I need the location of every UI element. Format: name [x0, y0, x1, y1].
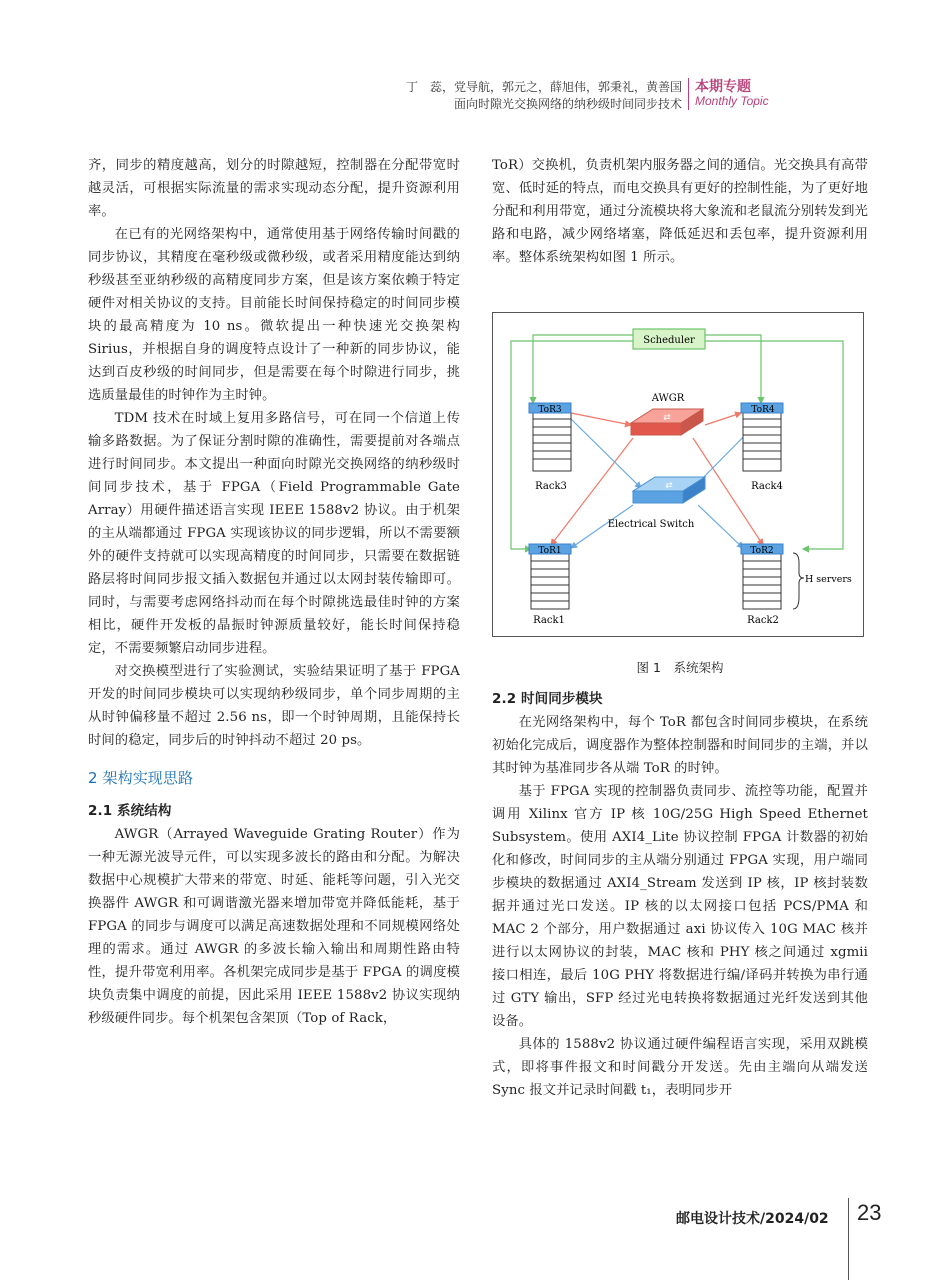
header-column-en: Monthly Topic — [695, 94, 769, 108]
paragraph: 齐，同步的精度越高，划分的时隙越短，控制器在分配带宽时越灵活，可根据实际流量的需求实现动态分配，提升资源利用率。 — [88, 158, 460, 219]
paragraph: TDM 技术在时域上复用多路信号，可在同一个信道上传输多路数据。为了保证分割时隙的准确性，需要提前对各端点进行时间同步。本文提出一种面向时隙光交换网络的纳秒级时间同步技术，基于 FPGA（Field Programmable Gate Array）用硬件描述语言实现 IEEE 1588v2 协议。由于机架的主从端都通过 FPGA 实现该协议的同步逻辑，所以不需要额外的硬件支持就可以实现高精度的时间同步，只需要在数据链路层将时间同步报文插入数据包并通过以太网封装传输即可。同时，与需要考虑网络抖动而在每个时隙挑选最佳时钟的方案相比，硬件开发板的晶振时钟源质量较好，能长时间保持稳定，不需要频繁启动同步进程。 — [88, 411, 460, 656]
paragraph: 基于 FPGA 实现的控制器负责同步、流控等功能，配置并调用 Xilinx 官方 IP 核 10G/25G High Speed Ethernet Subsystem。使用 AXI4_Lite 协议控制 FPGA 计数器的初始化和修改，时间同步的主从端分别通过 FPGA 实现，用户端同步模块的数据通过 AXI4_Stream 发送到 IP 核，IP 核封装数据并通过光口发送。IP 核的以太网接口包括 PCS/PMA 和 MAC 2 个部分，用户数据通过 axi 协议传入 10G MAC 核并进行以太网协议的封装，MAC 核和 PHY 核之间通过 xgmii 接口相连，最后 10G PHY 将数据进行编/译码并转换为串行通过 GTY 输出，SFP 经过光电转换将数据通过光纤发送到其他设备。 — [492, 784, 868, 1029]
page-number: 23 — [857, 1200, 882, 1225]
subsection-heading: 2.1 系统结构 — [88, 803, 172, 819]
awgr-device — [631, 409, 703, 435]
figure-caption: 图 1 系统架构 — [636, 660, 724, 675]
right-column-top — [492, 154, 868, 269]
paragraph: 具体的 1588v2 协议通过硬件编程语言实现，采用双跳模式，即将事件报文和时间戳分开发送。先由主端向从端发送 Sync 报文并记录时间戳 t₁，表明同步开 — [492, 1037, 868, 1098]
rack2-label: Rack2 — [747, 615, 779, 626]
tor1-label: ToR1 — [538, 546, 562, 556]
rack1-label: Rack1 — [533, 615, 565, 626]
header-column-zh: 本期专题 — [695, 79, 751, 95]
awgr-icon: ⇄ — [663, 413, 671, 423]
footer-divider — [848, 1198, 849, 1280]
header-authors: 丁 蕊，党导航，郭元之，薛旭伟，郭秉礼，黄善国 — [405, 80, 682, 94]
paragraph: 在已有的光网络架构中，通常使用基于网络传输时间戳的同步协议，其精度在毫秒级或微秒级，或者采用精度能达到纳秒级甚至亚纳秒级的高精度同步方案，但是该方案依赖于特定硬件对相关协议的支持。目前能长时间保持稳定的时间同步模块的最高精度为 10 ns。微软提出一种快速光交换架构 Sirius，并根据自身的调度特点设计了一种新的同步协议，能达到百皮秒级的时间同步，但是需要在每个时隙进行同步，挑选质量最佳的时钟作为主时钟。 — [88, 227, 460, 403]
switch-label: Electrical Switch — [607, 519, 695, 530]
scheduler-label: Scheduler — [643, 335, 695, 346]
tor4-label: ToR4 — [751, 405, 775, 415]
servers-label: H servers — [805, 574, 852, 585]
awgr-label: AWGR — [651, 393, 685, 404]
footer-journal: 邮电设计技术/2024/02 — [676, 1211, 829, 1227]
left-column — [88, 154, 460, 1030]
subsection-heading: 2.2 时间同步模块 — [492, 691, 603, 707]
tor2-label: ToR2 — [750, 546, 774, 556]
section-heading: 2 架构实现思路 — [88, 769, 194, 787]
header-article-title: 面向时隙光交换网络的纳秒级时间同步技术 — [453, 97, 682, 111]
rack4-label: Rack4 — [751, 481, 783, 492]
paragraph: ToR）交换机，负责机架内服务器之间的通信。光交换具有高带宽、低时延的特点，而电交换具有更好的控制性能，为了更好地分配和利用带宽，通过分流模块将大象流和老鼠流分别转发到光路和电路，减少网络堵塞，降低延迟和丢包率，提升资源利用率。整体系统架构如图 1 所示。 — [492, 158, 868, 265]
paragraph: AWGR（Arrayed Waveguide Grating Router）作为一种无源光波导元件，可以实现多波长的路由和分配。为解决数据中心规模扩大带来的带宽、时延、能耗等问题，引入光交换器件 AWGR 和可调谐激光器来增加带宽并降低能耗，基于 FPGA 的同步与调度可以满足高速数据处理和不同规模网络处理的需求。通过 AWGR 的多波长输入输出和周期性路由特性，提升带宽利用率。各机架完成同步是基于 FPGA 的调度模块负责集中调度的前提，因此采用 IEEE 1588v2 协议实现纳秒级硬件同步。每个机架包含架顶（Top of Rack， — [88, 827, 460, 1026]
header-divider — [688, 78, 689, 110]
servers-brace — [793, 553, 804, 609]
right-column-bottom — [492, 688, 868, 1102]
paragraph: 对交换模型进行了实验测试，实验结果证明了基于 FPGA 开发的时间同步模块可以实现纳秒级同步，单个同步周期的主从时钟偏移量不超过 2.56 ns，即一个时钟周期，且能保持长时间的稳定，同步后的时钟抖动不超过 20 ps。 — [88, 664, 460, 748]
rack3-label: Rack3 — [535, 481, 567, 492]
paragraph: 在光网络架构中，每个 ToR 都包含时间同步模块，在系统初始化完成后，调度器作为整体控制器和时间同步的主端，并以其时钟为基准同步各从端 ToR 的时钟。 — [492, 715, 868, 776]
tor3-label: ToR3 — [538, 405, 562, 415]
switch-icon: ⇄ — [665, 481, 673, 491]
electrical-switch-device — [633, 477, 705, 503]
figure-diagram — [493, 313, 865, 638]
system-architecture-figure — [492, 312, 864, 637]
